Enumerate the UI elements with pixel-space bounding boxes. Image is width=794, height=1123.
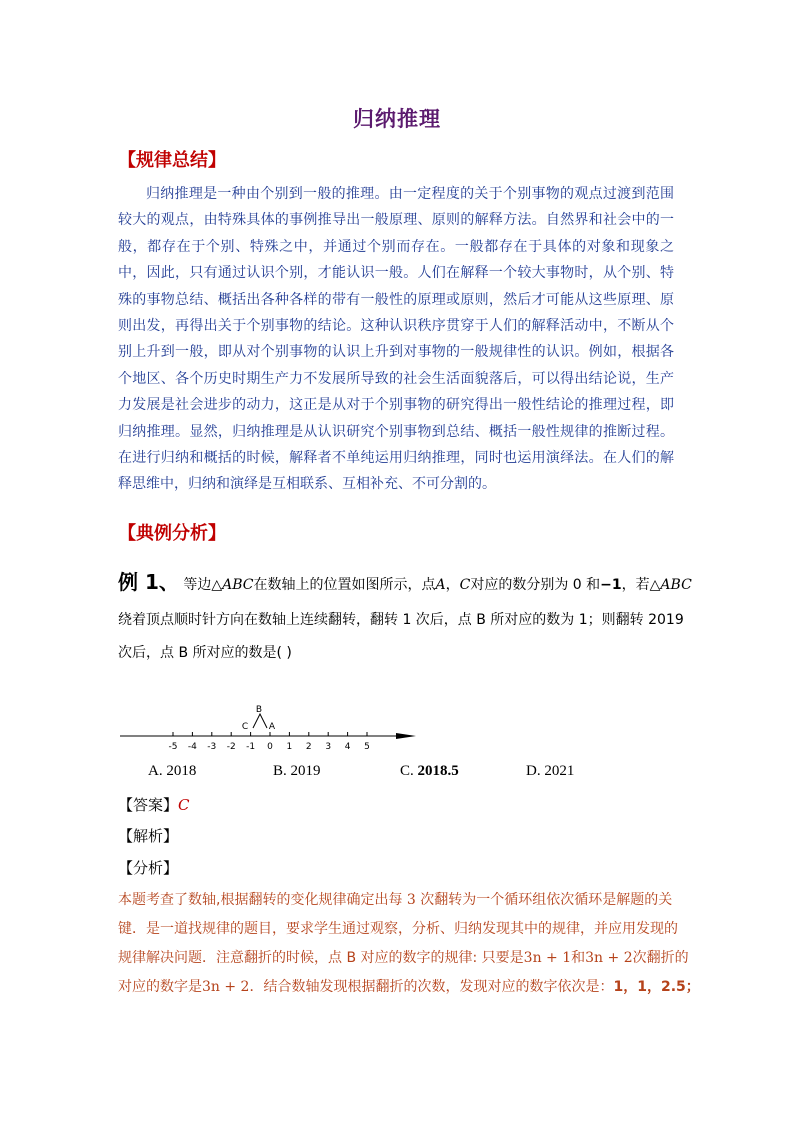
option-letter: C. <box>400 763 414 779</box>
triangle-symbol: △ <box>649 577 661 593</box>
option-letter: A. <box>148 763 163 779</box>
page-title: 归纳推理 <box>353 107 441 131</box>
answer-line <box>118 794 190 815</box>
option-c[interactable] <box>400 763 459 780</box>
summary-paragraph <box>118 181 674 498</box>
math-a: A <box>435 577 446 593</box>
triangle-abc <box>253 714 267 728</box>
math: 3n + 2 <box>585 950 633 966</box>
tick-label: 1 <box>286 742 293 752</box>
analysis-line-1 <box>118 886 678 915</box>
option-a[interactable] <box>148 763 196 780</box>
analysis-text <box>118 886 700 1002</box>
math: 3n + 2 <box>202 979 250 995</box>
option-letter: B. <box>273 763 287 779</box>
option-value: 2019 <box>290 763 321 779</box>
tick-label: 5 <box>364 742 370 752</box>
math-neg-one: −1 <box>600 577 622 593</box>
arrow-head-icon <box>396 733 416 739</box>
option-b[interactable] <box>273 763 321 780</box>
text: 规律解决问题．注意翻折的时候，点 B 对应的数字的规律: 只要是 <box>118 950 524 966</box>
label-a: A <box>268 722 276 732</box>
option-value: 2018.5 <box>417 763 459 779</box>
text: 和 <box>571 950 586 966</box>
text: 在数轴上的位置如图所示，点 <box>253 577 436 593</box>
tick-label: -5 <box>168 742 178 752</box>
tick-label: -3 <box>207 742 217 752</box>
math: 3 <box>406 892 416 908</box>
answer-value: C <box>178 796 190 814</box>
text: 等边 <box>183 577 212 593</box>
tick-label: -4 <box>187 742 197 752</box>
example-line-2: 绕着顶点顺时针方向在数轴上连续翻转，翻转 1 次后，点 B 所对应的数为 1；则翻转 2019 <box>118 612 684 628</box>
text: ， <box>445 577 460 593</box>
number-line-figure <box>118 700 428 760</box>
analysis-line-4 <box>118 973 700 1002</box>
math: 3n + 1 <box>523 950 572 966</box>
option-letter: D. <box>526 763 541 779</box>
math-c: C <box>459 577 471 593</box>
math-abc: ABC <box>222 577 254 593</box>
option-d[interactable] <box>526 763 574 780</box>
text: 对应的数分别为 0 和 <box>470 577 601 593</box>
analysis-line-2: 键．是一道找规律的题目，要求学生通过观察，分析、归纳发现其中的规律，并应用发现的 <box>118 921 678 937</box>
tick-label: 0 <box>267 742 273 752</box>
tick-marks <box>169 732 370 752</box>
text: ，若 <box>621 577 650 593</box>
triangle-symbol: △ <box>211 577 223 593</box>
tick-label: 4 <box>344 742 351 752</box>
example-line-3: 次后，点 B 所对应的数是( ) <box>118 645 292 661</box>
section-heading-examples: 【典例分析】 <box>118 523 226 544</box>
text: 对应的数字是 <box>118 979 202 995</box>
jiexi-tag: 【解析】 <box>118 827 179 845</box>
text: 次翻转为一个循环组依次循环是解题的关 <box>415 892 673 908</box>
section-heading-summary: 【规律总结】 <box>118 150 226 171</box>
fenxi-tag: 【分析】 <box>118 859 179 877</box>
tick-label: 3 <box>325 742 332 752</box>
option-value: 2018 <box>166 763 197 779</box>
text: 1，1，2.5； <box>613 979 700 995</box>
tick-label: -2 <box>226 742 236 752</box>
summary-text: 归纳推理是一种由个别到一般的推理。由一定程度的关于个别事物的观点过渡到范围较大的观点，由特殊具体的事例推导出一般原理、原则的解释方法。自然界和社会中的一般，都存在于个别、特殊之中，并通过个别而存在。一般都存在于具体的对象和现象之中，因此，只有通过认识个别，才能认识一般。人们在解释一个较大事物时，从个别、特殊的事物总结、概括出各种各样的带有一般性的原理或原则，然后才可能从这些原理、原则出发，再得出关于个别事物的结论。这种认识秩序贯穿于人们的解释活动中，不断从个别上升到一般，即从对个别事物的认识上升到对事物的一般规律性的认识。例如，根据各个地区、各个历史时期生产力不发展所导致的社会生活面貌落后，可以得出结论说，生产力发展是社会进步的动力，这正是从对于个别事物的研究得出一般性结论的推理过程，即归纳推理。显然，归纳推理是从认识研究个别事物到总结、概括一般性规律的推断过程。在进行归纳和概括的时候，解释者不单纯运用归纳推理，同时也运用演绎法。在人们的解释思维中，归纳和演绎是互相联系、互相补充、不可分割的。 <box>118 186 674 493</box>
label-b: B <box>255 705 263 715</box>
text: 本题考查了数轴,根据翻转的变化规律确定出每 <box>118 892 407 908</box>
tick-label: 2 <box>305 742 312 752</box>
label-c: C <box>241 722 249 732</box>
example-line-1 <box>118 570 692 597</box>
text: ．结合数轴发现根据翻折的次数，发现对应的数字依次是： <box>249 979 614 995</box>
option-value: 2021 <box>544 763 575 779</box>
tick-label: -1 <box>246 742 256 752</box>
math-abc: ABC <box>660 577 692 593</box>
answer-tag: 【答案】 <box>118 796 179 814</box>
text: 次翻折的 <box>632 950 689 966</box>
example-label: 例 1、 <box>118 570 179 594</box>
analysis-line-3 <box>118 944 689 973</box>
